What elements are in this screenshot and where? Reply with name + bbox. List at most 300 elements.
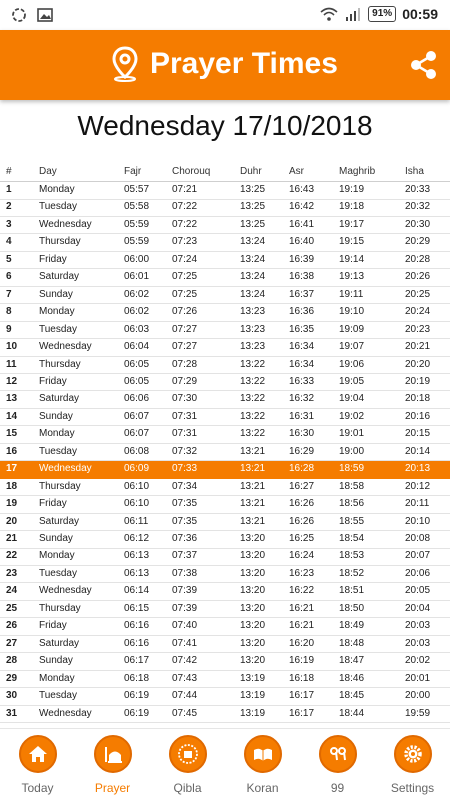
- maghrib-time: 19:15: [339, 236, 365, 248]
- duhr-time: 13:23: [240, 341, 266, 353]
- fajr-time: 06:01: [124, 271, 150, 283]
- row-day: Monday: [39, 428, 75, 440]
- nav-label-settings: Settings: [390, 781, 435, 795]
- maghrib-time: 19:07: [339, 341, 365, 353]
- table-row[interactable]: [0, 199, 450, 217]
- asr-time: 16:23: [289, 567, 315, 579]
- table-row[interactable]: [0, 688, 450, 706]
- row-number: 10: [6, 341, 18, 353]
- isha-time: 20:26: [405, 271, 431, 283]
- chorouq-time: 07:25: [172, 288, 198, 300]
- wifi-icon: [320, 6, 338, 22]
- row-day: Thursday: [39, 602, 81, 614]
- duhr-time: 13:19: [240, 707, 266, 719]
- maghrib-time: 19:09: [339, 323, 365, 335]
- maghrib-time: 18:50: [339, 602, 365, 614]
- table-row[interactable]: [0, 461, 450, 479]
- chorouq-time: 07:38: [172, 567, 198, 579]
- signal-icon: [344, 6, 362, 22]
- column-header-number: #: [6, 166, 12, 177]
- row-day: Saturday: [39, 271, 80, 283]
- fajr-time: 06:07: [124, 428, 150, 440]
- location-pin-icon: [110, 46, 140, 82]
- fajr-time: 06:06: [124, 393, 150, 405]
- table-row[interactable]: [0, 252, 450, 270]
- isha-time: 20:25: [405, 288, 431, 300]
- table-row[interactable]: [0, 601, 450, 619]
- asr-time: 16:17: [289, 690, 315, 702]
- row-number: 26: [6, 620, 18, 632]
- row-number: 18: [6, 480, 18, 492]
- duhr-time: 13:19: [240, 690, 266, 702]
- row-day: Saturday: [39, 515, 80, 527]
- row-day: Monday: [39, 550, 75, 562]
- duhr-time: 13:20: [240, 620, 266, 632]
- duhr-time: 13:22: [240, 375, 266, 387]
- isha-time: 20:24: [405, 306, 431, 318]
- row-number: 21: [6, 533, 18, 544]
- asr-time: 16:43: [289, 184, 315, 195]
- duhr-time: 13:21: [240, 463, 266, 475]
- duhr-time: 13:20: [240, 602, 266, 614]
- table-row[interactable]: [0, 269, 450, 287]
- row-number: 28: [6, 655, 18, 667]
- asr-time: 16:25: [289, 533, 315, 544]
- isha-time: 20:21: [405, 341, 431, 353]
- compass-icon: [169, 735, 207, 773]
- isha-time: 20:15: [405, 428, 431, 440]
- maghrib-time: 18:46: [339, 672, 365, 684]
- table-row[interactable]: [0, 496, 450, 514]
- fajr-time: 05:57: [124, 184, 150, 195]
- duhr-time: 13:23: [240, 306, 266, 318]
- asr-time: 16:20: [289, 637, 315, 649]
- asr-time: 16:37: [289, 288, 315, 300]
- fajr-time: 06:09: [124, 463, 150, 475]
- row-number: 14: [6, 410, 18, 422]
- row-number: 11: [6, 358, 17, 370]
- chorouq-time: 07:39: [172, 585, 198, 597]
- chorouq-time: 07:35: [172, 515, 198, 527]
- gallery-icon: [36, 7, 54, 23]
- fajr-time: 06:17: [124, 655, 150, 667]
- asr-time: 16:38: [289, 271, 315, 283]
- duhr-time: 13:22: [240, 393, 266, 405]
- isha-time: 20:03: [405, 620, 431, 632]
- duhr-time: 13:21: [240, 515, 266, 527]
- isha-time: 20:08: [405, 533, 431, 544]
- date-heading: Wednesday 17/10/2018: [77, 110, 373, 141]
- asr-time: 16:29: [289, 445, 315, 457]
- row-day: Sunday: [39, 410, 73, 422]
- maghrib-time: 19:05: [339, 375, 365, 387]
- isha-time: 20:18: [405, 393, 431, 405]
- asr-time: 16:21: [289, 620, 315, 632]
- column-header-asr: Asr: [289, 166, 304, 177]
- chorouq-time: 07:31: [172, 410, 198, 422]
- duhr-time: 13:20: [240, 655, 266, 667]
- asr-time: 16:32: [289, 393, 315, 405]
- chorouq-time: 07:41: [172, 637, 198, 649]
- quran-icon: [244, 735, 282, 773]
- fajr-time: 06:10: [124, 498, 150, 510]
- table-row[interactable]: [0, 514, 450, 532]
- fajr-time: 06:10: [124, 480, 150, 492]
- asr-time: 16:28: [289, 463, 315, 475]
- asr-time: 16:26: [289, 515, 315, 527]
- isha-time: 20:30: [405, 218, 431, 230]
- column-header-day: Day: [39, 166, 57, 177]
- chorouq-time: 07:24: [172, 253, 198, 265]
- table-row[interactable]: [0, 653, 450, 671]
- row-number: 12: [6, 375, 18, 387]
- share-icon[interactable]: [410, 50, 438, 80]
- table-row[interactable]: [0, 374, 450, 392]
- nav-label-koran: Koran: [246, 781, 279, 795]
- isha-time: 20:07: [405, 550, 431, 562]
- row-day: Friday: [39, 253, 67, 265]
- fajr-time: 05:58: [124, 201, 150, 213]
- table-row[interactable]: [0, 357, 450, 375]
- chorouq-time: 07:22: [172, 218, 198, 230]
- chorouq-time: 07:22: [172, 201, 198, 213]
- maghrib-time: 18:44: [339, 707, 365, 719]
- table-row[interactable]: [0, 234, 450, 252]
- asr-time: 16:22: [289, 585, 315, 597]
- table-row[interactable]: [0, 339, 450, 357]
- row-day: Monday: [39, 306, 75, 318]
- row-day: Friday: [39, 375, 67, 387]
- table-header: [0, 164, 450, 182]
- maghrib-time: 19:14: [339, 253, 365, 265]
- duhr-time: 13:20: [240, 550, 266, 562]
- table-row[interactable]: [0, 217, 450, 235]
- fajr-time: 06:02: [124, 306, 150, 318]
- chorouq-time: 07:28: [172, 358, 198, 370]
- chorouq-time: 07:29: [172, 375, 198, 387]
- row-number: 13: [6, 393, 18, 405]
- chorouq-time: 07:27: [172, 323, 198, 335]
- fajr-time: 06:18: [124, 672, 150, 684]
- row-number: 17: [6, 463, 18, 475]
- isha-time: 20:00: [405, 690, 431, 702]
- fajr-time: 06:16: [124, 620, 150, 632]
- maghrib-time: 19:19: [339, 184, 365, 195]
- duhr-time: 13:25: [240, 184, 266, 195]
- row-day: Tuesday: [39, 690, 77, 702]
- fajr-time: 06:03: [124, 323, 150, 335]
- nav-item-koran[interactable]: [225, 735, 300, 795]
- row-number: 6: [6, 271, 12, 283]
- duhr-time: 13:22: [240, 358, 266, 370]
- mosque-icon: [94, 735, 132, 773]
- table-row[interactable]: [0, 479, 450, 497]
- isha-time: 20:01: [405, 672, 431, 684]
- chorouq-time: 07:25: [172, 271, 198, 283]
- asr-time: 16:39: [289, 253, 315, 265]
- row-day: Sunday: [39, 533, 73, 544]
- asr-time: 16:17: [289, 707, 315, 719]
- chorouq-time: 07:39: [172, 602, 198, 614]
- table-row[interactable]: [0, 531, 450, 549]
- row-day: Wednesday: [39, 585, 92, 597]
- chorouq-time: 07:40: [172, 620, 198, 632]
- clock: 00:59: [402, 6, 438, 22]
- chorouq-time: 07:45: [172, 707, 198, 719]
- duhr-time: 13:20: [240, 585, 266, 597]
- fajr-time: 06:08: [124, 445, 150, 457]
- asr-time: 16:41: [289, 218, 315, 230]
- table-row[interactable]: [0, 322, 450, 340]
- table-row[interactable]: [0, 391, 450, 409]
- row-day: Friday: [39, 498, 67, 510]
- maghrib-time: 18:48: [339, 637, 365, 649]
- fajr-time: 06:04: [124, 341, 150, 353]
- fajr-time: 06:11: [124, 515, 149, 527]
- maghrib-time: 18:52: [339, 567, 365, 579]
- fajr-time: 06:15: [124, 602, 150, 614]
- asr-time: 16:24: [289, 550, 315, 562]
- asr-time: 16:42: [289, 201, 315, 213]
- fajr-time: 06:07: [124, 410, 150, 422]
- row-number: 20: [6, 515, 18, 527]
- asr-time: 16:30: [289, 428, 315, 440]
- fajr-time: 06:02: [124, 288, 150, 300]
- row-number: 1: [6, 184, 12, 195]
- maghrib-time: 19:11: [339, 288, 364, 300]
- row-number: 19: [6, 498, 18, 510]
- bottom-navigation: [0, 728, 450, 800]
- arabic-99-icon: [319, 735, 357, 773]
- isha-time: 20:32: [405, 201, 431, 213]
- duhr-time: 13:21: [240, 498, 266, 510]
- row-number: 7: [6, 288, 12, 300]
- fajr-time: 06:00: [124, 253, 150, 265]
- duhr-time: 13:21: [240, 480, 266, 492]
- duhr-time: 13:25: [240, 201, 266, 213]
- row-day: Thursday: [39, 480, 81, 492]
- nav-label-qibla: Qibla: [173, 781, 202, 795]
- fajr-time: 06:19: [124, 707, 150, 719]
- row-number: 22: [6, 550, 18, 562]
- chorouq-time: 07:36: [172, 533, 198, 544]
- duhr-time: 13:20: [240, 533, 266, 544]
- asr-time: 16:40: [289, 236, 315, 248]
- row-number: 2: [6, 201, 12, 213]
- table-row[interactable]: [0, 182, 450, 200]
- chorouq-time: 07:42: [172, 655, 198, 667]
- nav-item-prayer[interactable]: [75, 735, 150, 795]
- sync-icon: [10, 7, 28, 23]
- isha-time: 20:29: [405, 236, 431, 248]
- duhr-time: 13:20: [240, 567, 266, 579]
- row-day: Monday: [39, 184, 75, 195]
- chorouq-time: 07:27: [172, 341, 198, 353]
- nav-item-qibla[interactable]: [150, 735, 225, 795]
- maghrib-time: 18:53: [339, 550, 365, 562]
- row-day: Wednesday: [39, 707, 92, 719]
- asr-time: 16:19: [289, 655, 315, 667]
- table-row[interactable]: [0, 444, 450, 462]
- maghrib-time: 18:45: [339, 690, 365, 702]
- duhr-time: 13:22: [240, 410, 266, 422]
- table-row[interactable]: [0, 548, 450, 566]
- chorouq-time: 07:43: [172, 672, 198, 684]
- isha-time: 20:11: [405, 498, 430, 510]
- column-header-duhr: Duhr: [240, 166, 262, 177]
- isha-time: 20:19: [405, 375, 431, 387]
- chorouq-time: 07:21: [172, 184, 198, 195]
- duhr-time: 13:21: [240, 445, 266, 457]
- duhr-time: 13:25: [240, 218, 266, 230]
- column-header-fajr: Fajr: [124, 166, 142, 177]
- fajr-time: 06:19: [124, 690, 150, 702]
- row-number: 9: [6, 323, 12, 335]
- row-number: 4: [6, 236, 12, 248]
- row-day: Tuesday: [39, 201, 77, 213]
- asr-time: 16:34: [289, 341, 315, 353]
- row-day: Tuesday: [39, 445, 77, 457]
- maghrib-time: 19:01: [339, 428, 365, 440]
- maghrib-time: 18:54: [339, 533, 365, 544]
- nav-item-99[interactable]: [300, 735, 375, 795]
- maghrib-time: 19:13: [339, 271, 365, 283]
- gear-icon: [394, 735, 432, 773]
- maghrib-time: 18:51: [339, 585, 365, 597]
- row-day: Thursday: [39, 358, 81, 370]
- asr-time: 16:31: [289, 410, 315, 422]
- isha-time: 19:59: [405, 707, 431, 719]
- fajr-time: 06:16: [124, 637, 150, 649]
- maghrib-time: 18:59: [339, 463, 365, 475]
- table-row[interactable]: [0, 671, 450, 689]
- row-day: Sunday: [39, 655, 73, 667]
- isha-time: 20:33: [405, 184, 431, 195]
- nav-label-today: Today: [21, 781, 54, 795]
- home-icon: [19, 735, 57, 773]
- status-bar: [0, 0, 450, 30]
- table-row[interactable]: [0, 706, 450, 724]
- duhr-time: 13:22: [240, 428, 266, 440]
- table-row[interactable]: [0, 426, 450, 444]
- asr-time: 16:21: [289, 602, 315, 614]
- isha-time: 20:10: [405, 515, 431, 527]
- maghrib-time: 19:02: [339, 410, 365, 422]
- row-day: Wednesday: [39, 463, 92, 475]
- battery-indicator: 91%: [368, 6, 396, 22]
- fajr-time: 06:05: [124, 375, 150, 387]
- table-row[interactable]: [0, 618, 450, 636]
- isha-time: 20:13: [405, 463, 431, 475]
- table-row[interactable]: [0, 287, 450, 305]
- row-day: Saturday: [39, 637, 80, 649]
- isha-time: 20:06: [405, 567, 431, 579]
- isha-time: 20:28: [405, 253, 431, 265]
- chorouq-time: 07:44: [172, 690, 198, 702]
- column-header-isha: Isha: [405, 166, 424, 177]
- chorouq-time: 07:33: [172, 463, 198, 475]
- nav-item-today[interactable]: [0, 735, 75, 795]
- table-row[interactable]: [0, 566, 450, 584]
- chorouq-time: 07:31: [172, 428, 198, 440]
- row-number: 30: [6, 690, 18, 702]
- asr-time: 16:36: [289, 306, 315, 318]
- isha-time: 20:14: [405, 445, 431, 457]
- row-day: Saturday: [39, 393, 80, 405]
- row-day: Monday: [39, 672, 75, 684]
- nav-item-settings[interactable]: [375, 735, 450, 795]
- chorouq-time: 07:32: [172, 445, 198, 457]
- row-number: 24: [6, 585, 18, 597]
- chorouq-time: 07:30: [172, 393, 198, 405]
- asr-time: 16:35: [289, 323, 315, 335]
- row-day: Wednesday: [39, 218, 92, 230]
- duhr-time: 13:24: [240, 288, 266, 300]
- row-day: Friday: [39, 620, 67, 632]
- duhr-time: 13:24: [240, 253, 266, 265]
- fajr-time: 06:13: [124, 567, 150, 579]
- isha-time: 20:03: [405, 637, 431, 649]
- row-number: 8: [6, 306, 12, 318]
- isha-time: 20:12: [405, 480, 431, 492]
- row-number: 15: [6, 428, 18, 440]
- row-day: Wednesday: [39, 341, 92, 353]
- maghrib-time: 18:55: [339, 515, 365, 527]
- fajr-time: 06:14: [124, 585, 150, 597]
- maghrib-time: 19:04: [339, 393, 365, 405]
- table-row[interactable]: [0, 636, 450, 654]
- duhr-time: 13:24: [240, 236, 266, 248]
- isha-time: 20:23: [405, 323, 431, 335]
- fajr-time: 06:13: [124, 550, 150, 562]
- isha-time: 20:16: [405, 410, 431, 422]
- fajr-time: 06:12: [124, 533, 150, 544]
- fajr-time: 05:59: [124, 218, 150, 230]
- duhr-time: 13:19: [240, 672, 266, 684]
- chorouq-time: 07:35: [172, 498, 198, 510]
- chorouq-time: 07:26: [172, 306, 198, 318]
- chorouq-time: 07:23: [172, 236, 198, 248]
- column-header-chorouq: Chorouq: [172, 166, 211, 177]
- maghrib-time: 18:47: [339, 655, 365, 667]
- chorouq-time: 07:34: [172, 480, 198, 492]
- row-number: 25: [6, 602, 18, 614]
- maghrib-time: 19:00: [339, 445, 365, 457]
- row-number: 27: [6, 637, 18, 649]
- row-day: Tuesday: [39, 323, 77, 335]
- table-row[interactable]: [0, 304, 450, 322]
- row-day: Sunday: [39, 288, 73, 300]
- row-number: 29: [6, 672, 18, 684]
- asr-time: 16:27: [289, 480, 315, 492]
- maghrib-time: 18:56: [339, 498, 365, 510]
- row-number: 31: [6, 707, 18, 719]
- asr-time: 16:18: [289, 672, 315, 684]
- row-number: 5: [6, 253, 12, 265]
- app-bar: [0, 30, 450, 100]
- table-row[interactable]: [0, 409, 450, 427]
- fajr-time: 05:59: [124, 236, 150, 248]
- table-row[interactable]: [0, 583, 450, 601]
- asr-time: 16:26: [289, 498, 315, 510]
- maghrib-time: 18:49: [339, 620, 365, 632]
- fajr-time: 06:05: [124, 358, 150, 370]
- duhr-time: 13:20: [240, 637, 266, 649]
- row-number: 23: [6, 567, 18, 579]
- isha-time: 20:05: [405, 585, 431, 597]
- maghrib-time: 19:17: [339, 218, 365, 230]
- row-day: Thursday: [39, 236, 81, 248]
